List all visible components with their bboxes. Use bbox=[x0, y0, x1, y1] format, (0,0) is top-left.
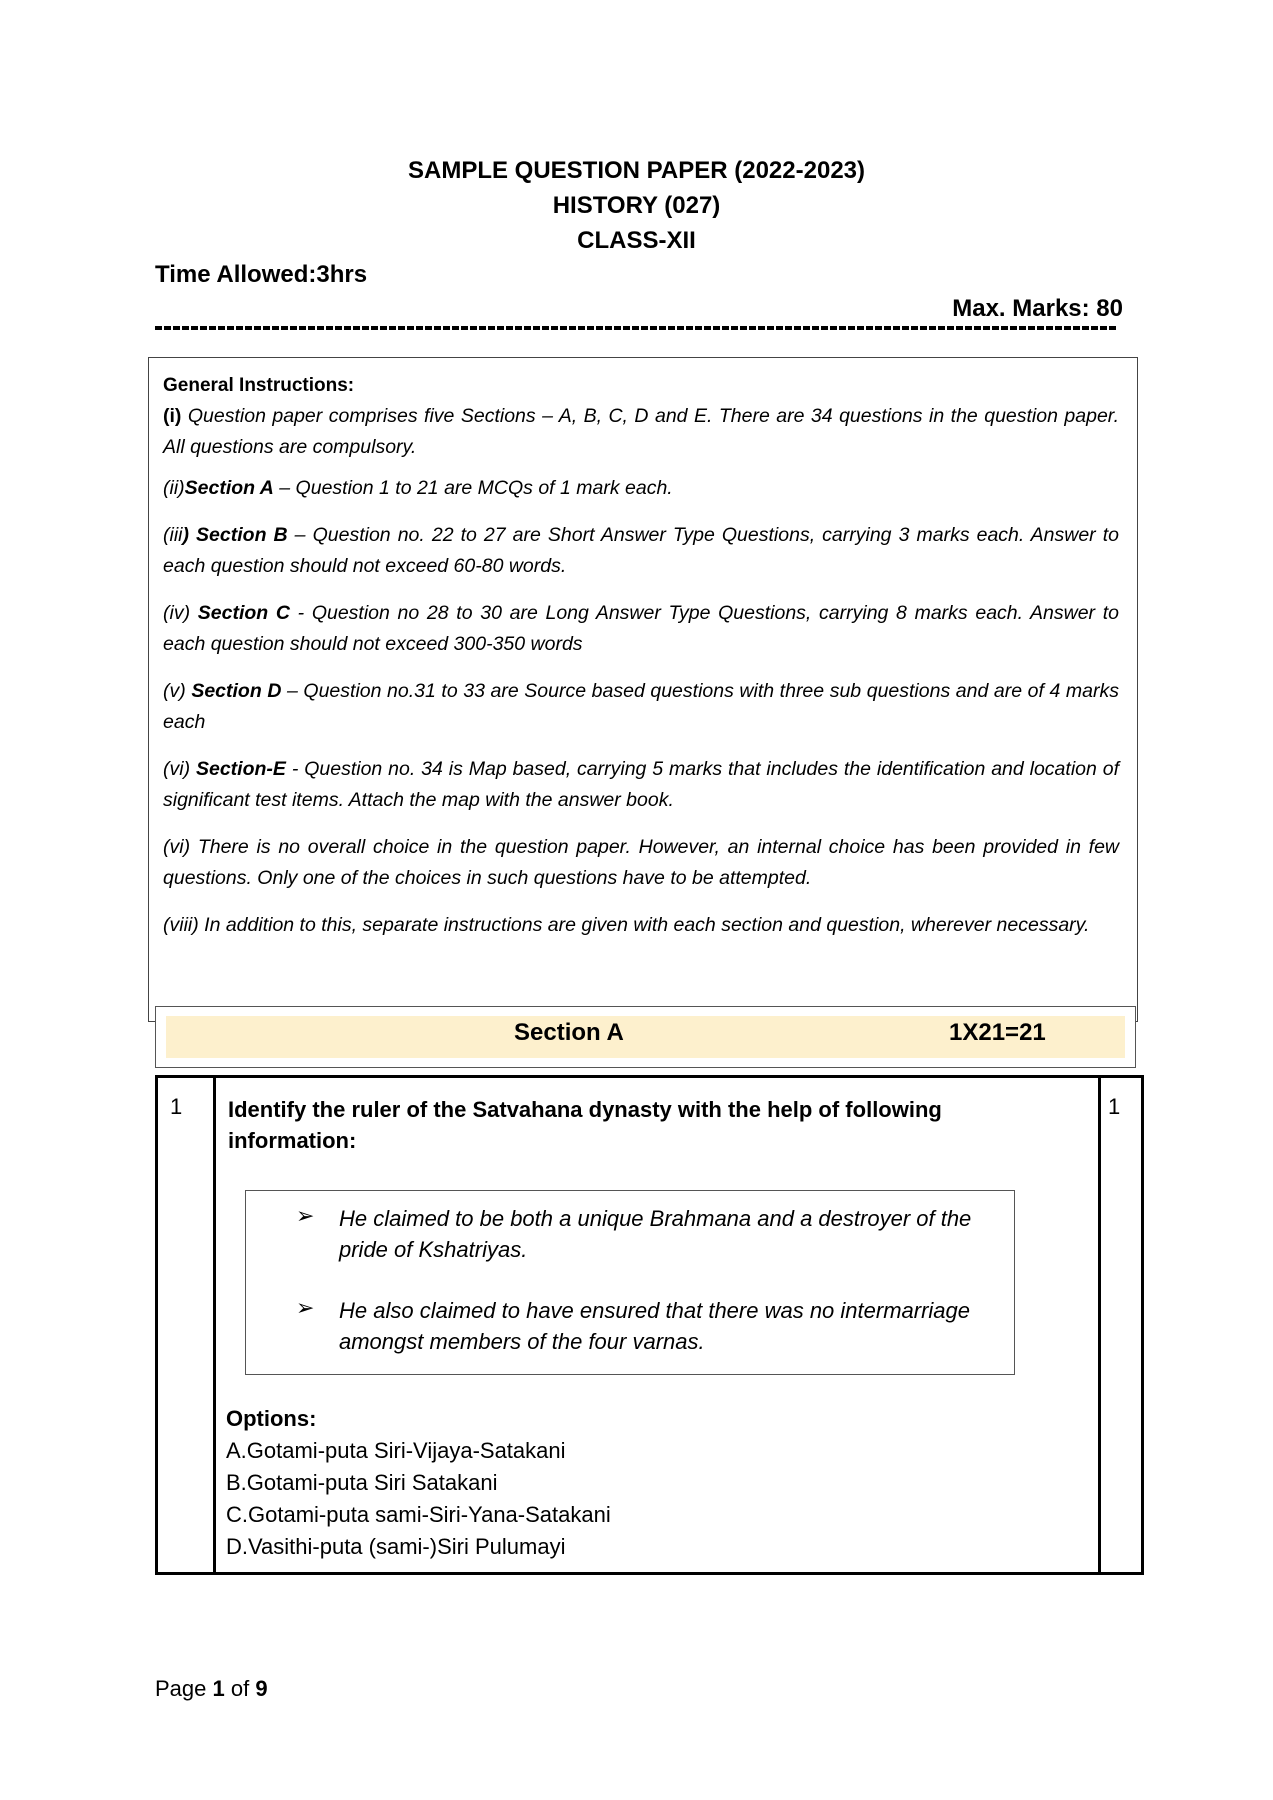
paper-title: SAMPLE QUESTION PAPER (2022-2023) bbox=[407, 157, 866, 184]
section-a-header bbox=[155, 1006, 1136, 1068]
question-text: Identify the ruler of the Satvahana dynasty with the help of following information: bbox=[228, 1097, 942, 1153]
column-divider bbox=[1098, 1078, 1101, 1572]
of-label: of bbox=[230, 1676, 250, 1701]
instruction-item: (iv) Section C - Question no 28 to 30 are Long Answer Type Questions, carrying 8 marks each. Answer to each question should not exceed 300-350 words bbox=[163, 602, 1119, 655]
instruction-item: (vi) Section-E - Question no. 34 is Map based, carrying 5 marks that includes the identification and location of significant test items. Attach the map with the answer book. bbox=[163, 758, 1120, 811]
general-instructions-box bbox=[148, 357, 1138, 1022]
current-page: 1 bbox=[212, 1676, 225, 1701]
info-bullet-text: He also claimed to have ensured that there was no intermarriage amongst members of the four varnas. bbox=[339, 1298, 971, 1354]
option-a: A.Gotami-puta Siri-Vijaya-Satakani bbox=[226, 1438, 566, 1463]
info-bullet-text: He claimed to be both a unique Brahmana and a destroyer of the pride of Kshatriyas. bbox=[339, 1206, 972, 1262]
option-d: D.Vasithi-puta (sami-)Siri Pulumayi bbox=[226, 1534, 566, 1559]
class-title: CLASS-XII bbox=[577, 227, 696, 254]
subject-title: HISTORY (027) bbox=[552, 192, 721, 219]
max-marks: Max. Marks: 80 bbox=[952, 295, 1123, 322]
instruction-item: (viii) In addition to this, separate instructions are given with each section and question, wherever necessary. bbox=[163, 914, 1090, 936]
question-marks: 1 bbox=[1108, 1094, 1121, 1119]
section-a-title: Section A bbox=[514, 1019, 624, 1046]
options-list bbox=[226, 1403, 611, 1563]
instruction-item: (i) Question paper comprises five Sections – A, B, C, D and E. There are 34 questions in the question paper. All questions are compulsory. bbox=[163, 405, 1119, 458]
arrow-bullet-icon: ➢ bbox=[296, 1295, 315, 1320]
instructions-heading: General Instructions: bbox=[163, 375, 355, 396]
arrow-bullet-icon: ➢ bbox=[296, 1203, 315, 1228]
instruction-item: (ii)Section A – Question 1 to 21 are MCQs of 1 mark each. bbox=[163, 477, 673, 499]
instruction-item: (iii) Section B – Question no. 22 to 27 are Short Answer Type Questions, carrying 3 marks each. Answer to each question should not exceed 60-80 words. bbox=[163, 524, 1120, 577]
total-pages: 9 bbox=[255, 1676, 268, 1701]
column-divider bbox=[213, 1078, 216, 1572]
instruction-item: (vi) There is no overall choice in the question paper. However, an internal choice has been provided in few questions. Only one of the choices in such questions have to be attempted. bbox=[163, 836, 1119, 889]
option-b: B.Gotami-puta Siri Satakani bbox=[226, 1470, 498, 1495]
option-c: C.Gotami-puta sami-Siri-Yana-Satakani bbox=[226, 1502, 611, 1527]
question-number: 1 bbox=[170, 1094, 183, 1119]
options-heading: Options: bbox=[226, 1406, 317, 1431]
dashed-divider bbox=[155, 326, 1117, 330]
page-footer bbox=[155, 1676, 268, 1702]
time-allowed: Time Allowed:3hrs bbox=[155, 261, 368, 288]
instruction-item: (v) Section D – Question no.31 to 33 are Source based questions with three sub questions and are of 4 marks each bbox=[163, 680, 1120, 733]
question-info-box bbox=[245, 1190, 1015, 1375]
page-label: Page bbox=[155, 1676, 207, 1701]
section-a-marks: 1X21=21 bbox=[949, 1019, 1046, 1046]
